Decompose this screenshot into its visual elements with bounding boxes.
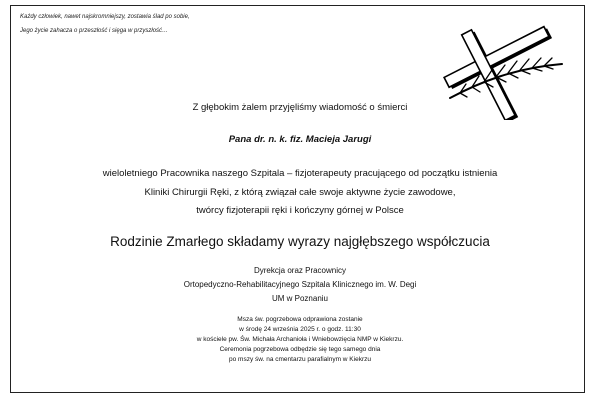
quote-line-2: Jego życie zahacza o przeszłość i sięga w przyszłość… — [20, 28, 169, 34]
condolences-heading: Rodzinie Zmarłego składamy wyrazy najgłębszego współczucia — [110, 234, 490, 249]
role-line-3: twórcy fizjoterapii ręki i kończyny górnej w Polsce — [196, 205, 404, 216]
funeral-line-1: Msza św. pogrzebowa odprawiona zostanie — [237, 316, 363, 323]
deceased-name: Pana dr. n. k. fiz. Macieja Jarugi — [228, 134, 372, 145]
intro-text: Z głębokim żalem przyjęliśmy wiadomość o śmierci — [192, 102, 408, 113]
funeral-line-3: w kościele pw. Św. Michała Archanioła i Wniebowzięcia NMP w Kiekrzu. — [196, 336, 404, 343]
signature-line-3: UM w Poznaniu — [271, 294, 329, 303]
funeral-line-4: Ceremonia pogrzebowa odbędzie się tego samego dnia — [219, 346, 381, 353]
signature-line-2: Ortopedyczno-Rehabilitacyjnego Szpitala Klinicznego im. W. Degi — [183, 280, 417, 289]
quote-line-1: Każdy człowiek, nawet najskromniejszy, zostawia ślad po sobie, — [20, 14, 190, 20]
role-line-1: wieloletniego Pracownika naszego Szpitala – fizjoterapeuty pracującego od początku istnienia — [102, 168, 498, 179]
role-line-2: Kliniki Chirurgii Ręki, z którą związał całe swoje aktywne życie zawodowe, — [144, 187, 456, 198]
funeral-line-5: po mszy św. na cmentarzu parafialnym w Kiekrzu — [229, 356, 371, 363]
signature-line-1: Dyrekcja oraz Pracownicy — [253, 266, 347, 275]
funeral-line-2: w środę 24 września 2025 r. o godz. 11:30 — [239, 326, 361, 333]
